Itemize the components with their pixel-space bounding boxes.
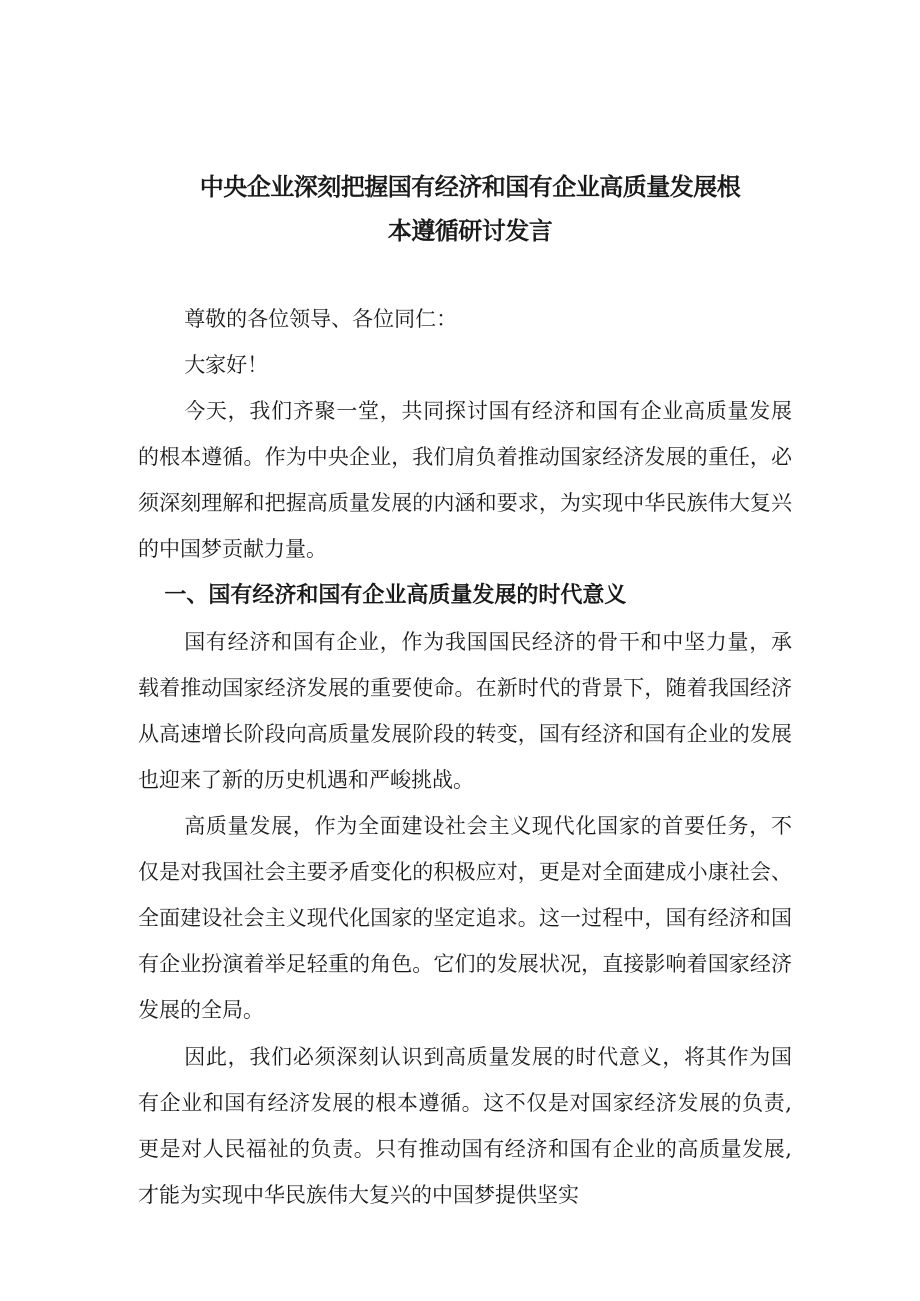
document-title-line-2: 本遵循研讨发言 (387, 217, 553, 245)
section-1-paragraph-1: 国有经济和国有企业，作为我国国民经济的骨干和中坚力量，承载着推动国家经济发展的重要使命。在新时代的背景下，随着我国经济从高速增长阶段向高质量发展阶段的转变，国有经济和国有企业的发展也迎来了新的历史机遇和严峻挑战。 (138, 629, 792, 792)
intro-paragraph: 今天，我们齐聚一堂，共同探讨国有经济和国有企业高质量发展的根本遵循。作为中央企业，我们肩负着推动国家经济发展的重任，必须深刻理解和把握高质量发展的内涵和要求，为实现中华民族伟大复兴的中国梦贡献力量。 (138, 399, 792, 562)
document-title-line-1: 中央企业深刻把握国有经济和国有企业高质量发展根 (199, 173, 741, 201)
section-1-paragraph-3: 因此，我们必须深刻认识到高质量发展的时代意义，将其作为国有企业和国有经济发展的根本遵循。这不仅是对国家经济发展的负责,更是对人民福祉的负责。只有推动国有经济和国有企业的高质量发展,才能为实现中华民族伟大复兴的中国梦提供坚实 (138, 1044, 792, 1207)
greeting: 大家好！ (184, 353, 269, 378)
section-1-paragraph-2: 高质量发展，作为全面建设社会主义现代化国家的首要任务，不仅是对我国社会主要矛盾变化的积极应对，更是对全面建成小康社会、全面建设社会主义现代化国家的坚定追求。这一过程中，国有经济和国有企业扮演着举足轻重的角色。它们的发展状况，直接影响着国家经济发展的全局。 (138, 814, 792, 1023)
document-body (138, 296, 792, 1218)
salutation: 尊敬的各位领导、各位同仁： (184, 307, 458, 331)
section-heading-1: 一、国有经济和国有企业高质量发展的时代意义 (164, 582, 627, 608)
